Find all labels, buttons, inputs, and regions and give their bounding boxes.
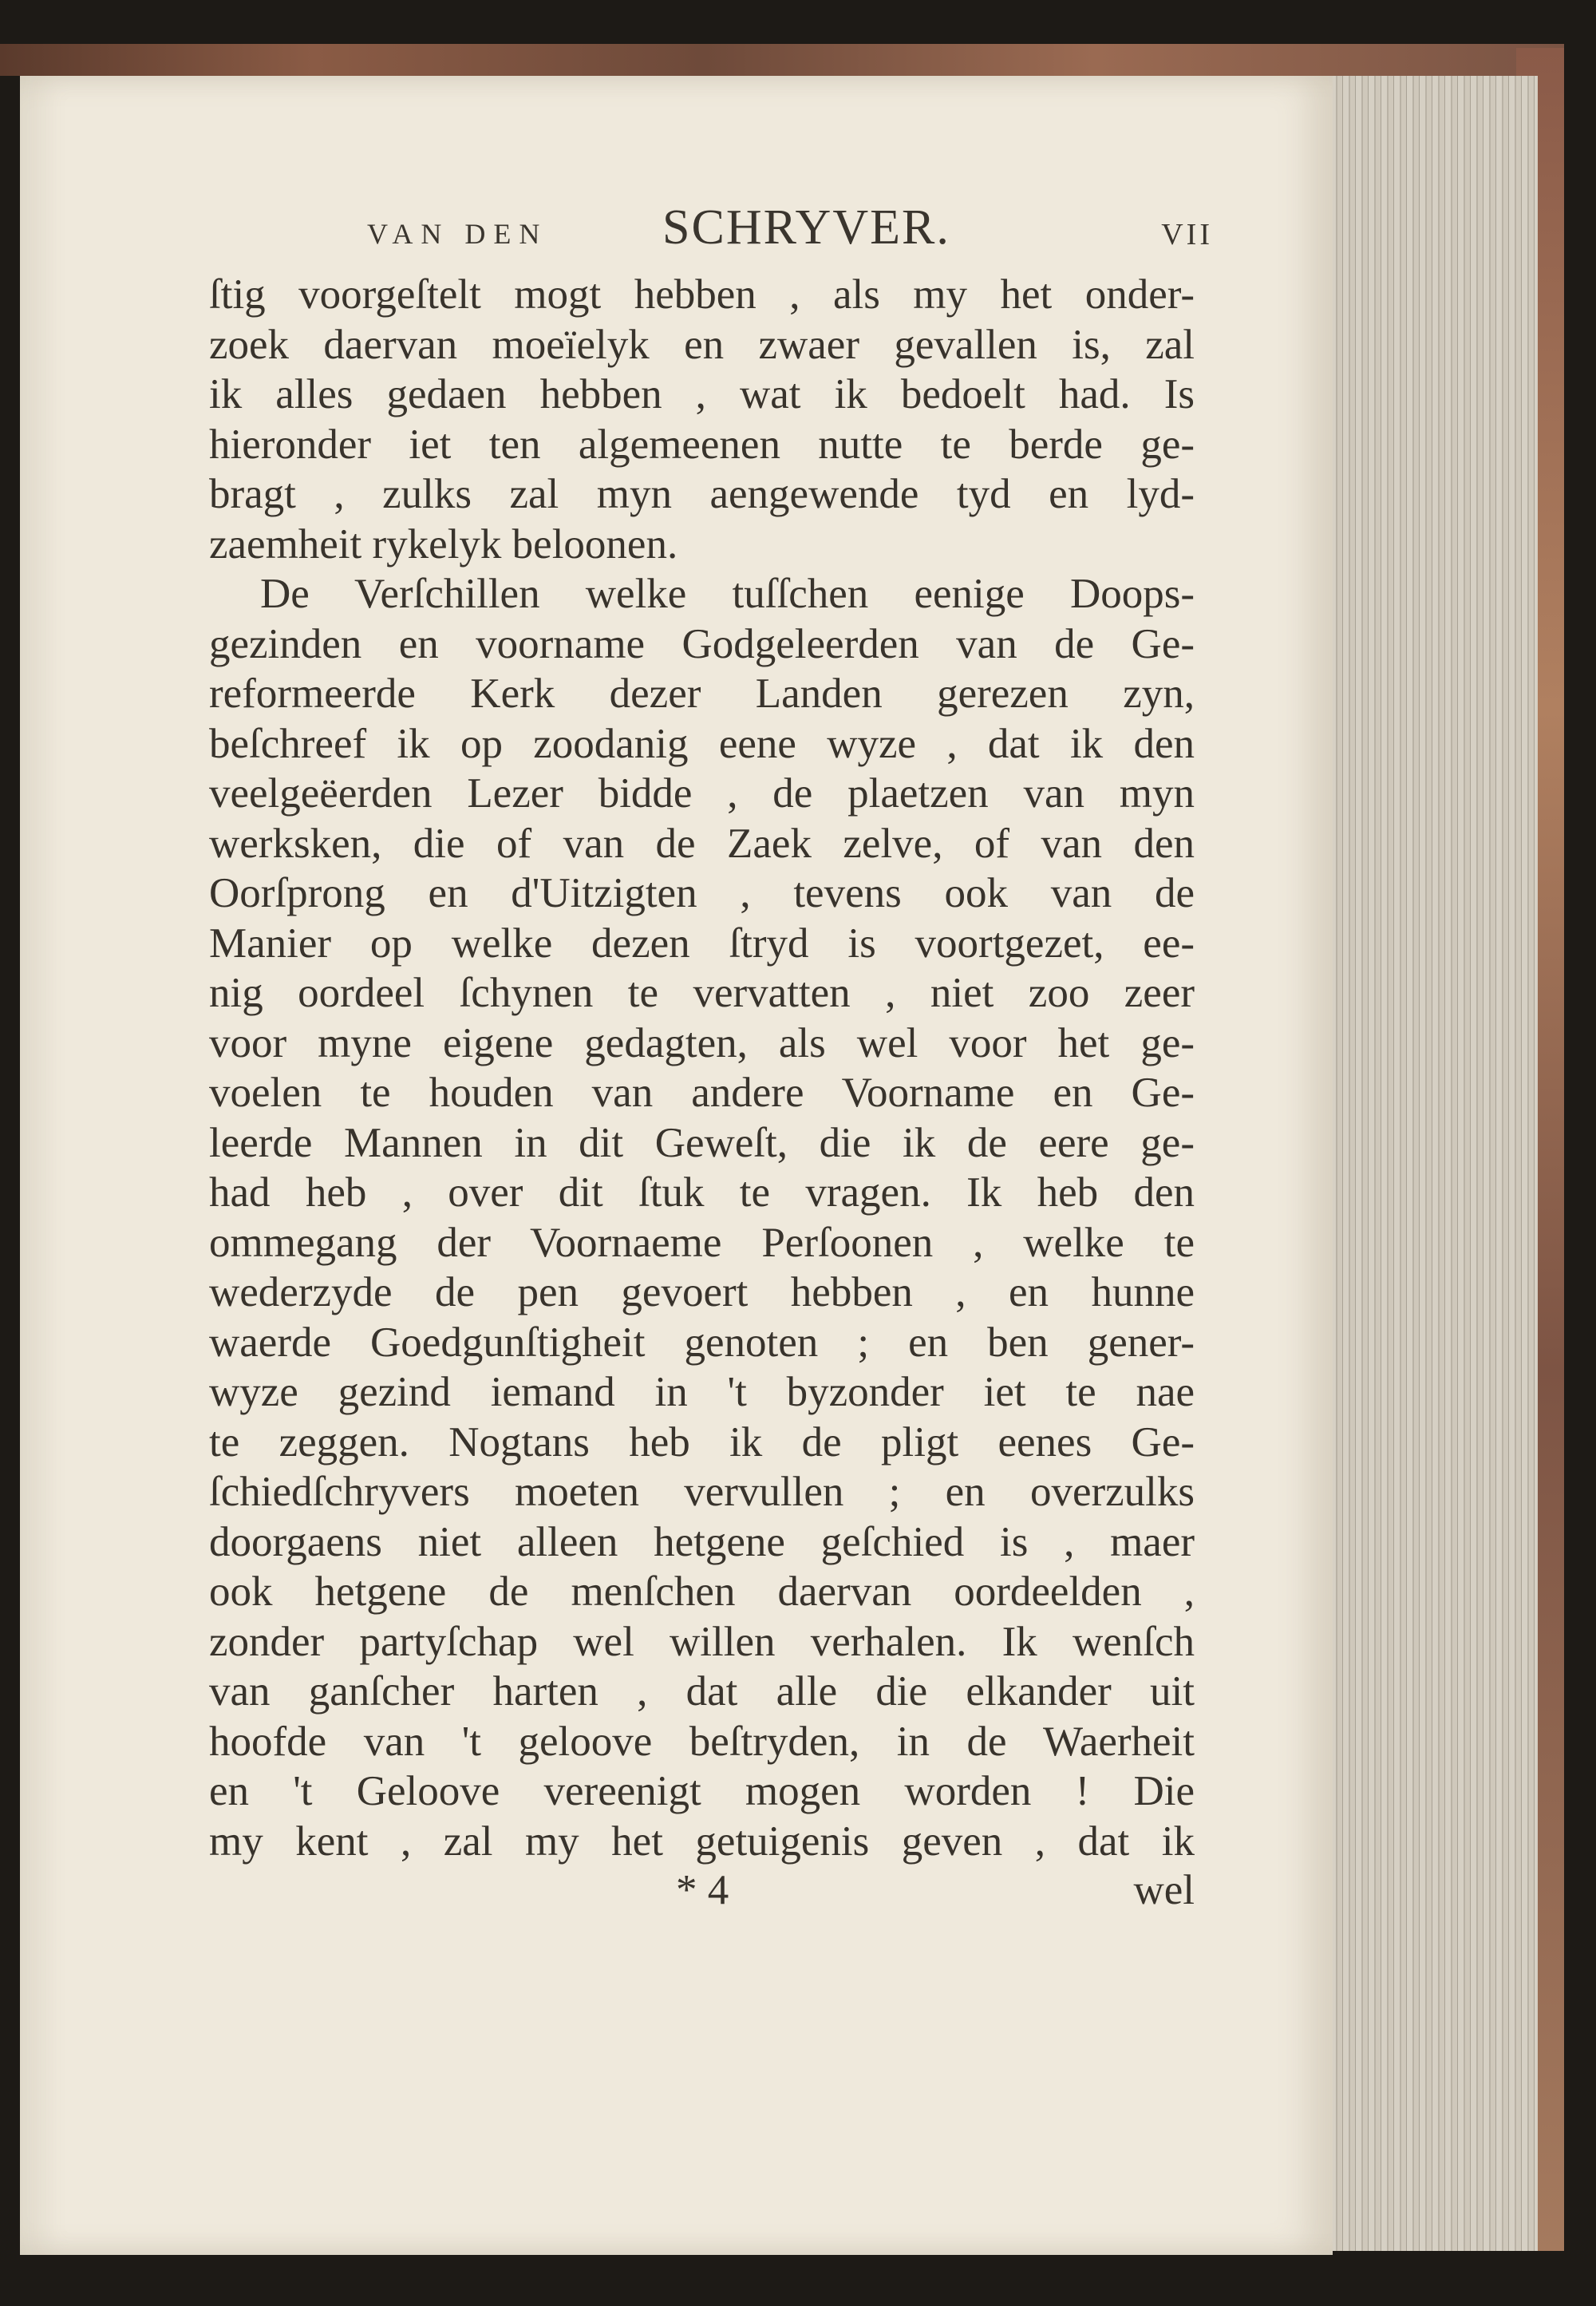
text-line: veelgeëerden Lezer bidde , de plaetzen van myn bbox=[209, 770, 1195, 817]
text-line: ook hetgene de menſchen daervan oordeelden , bbox=[209, 1568, 1195, 1615]
text-line: waerde Goedgunſtigheit genoten ; en ben gener- bbox=[209, 1319, 1195, 1366]
text-line: nig oordeel ſchynen te vervatten , niet zoo zeer bbox=[209, 970, 1195, 1016]
catchword: wel bbox=[1133, 1867, 1195, 1913]
text-line: gezinden en voorname Godgeleerden van de Ge- bbox=[209, 620, 1195, 667]
body-text bbox=[209, 270, 1195, 1866]
text-line: ſtig voorgeſtelt mogt hebben , als my het onder- bbox=[209, 271, 1195, 318]
text-line: hoofde van 't geloove beſtryden, in de Waerheit bbox=[209, 1718, 1195, 1765]
text-line: ſchiedſchryvers moeten vervullen ; en overzulks bbox=[209, 1469, 1195, 1515]
text-line: reformeerde Kerk dezer Landen gerezen zyn, bbox=[209, 670, 1195, 717]
page-footer bbox=[209, 1866, 1195, 1916]
text-line: wederzyde de pen gevoert hebben , en hunne bbox=[209, 1269, 1195, 1315]
text-line: van ganſcher harten , dat alle die elkander uit bbox=[209, 1668, 1195, 1715]
text-line: bragt , zulks zal myn aengewende tyd en lyd- bbox=[209, 471, 1195, 517]
book-cover-edge-top bbox=[0, 44, 1564, 76]
text-line: werksken, die of van de Zaek zelve, of van den bbox=[209, 820, 1195, 867]
text-line: zonder partyſchap wel willen verhalen. Ik wenſch bbox=[209, 1618, 1195, 1665]
running-header bbox=[367, 200, 1213, 255]
text-line: voelen te houden van andere Voorname en Ge- bbox=[209, 1070, 1195, 1116]
text-line: doorgaens niet alleen hetgene geſchied is , maer bbox=[209, 1518, 1195, 1565]
text-line: had heb , over dit ſtuk te vragen. Ik heb den bbox=[209, 1169, 1195, 1216]
text-line: en 't Geloove vereenigt mogen worden ! Die bbox=[209, 1768, 1195, 1814]
running-header-title: SCHRYVER. bbox=[662, 200, 950, 255]
text-line: ik alles gedaen hebben , wat ik bedoelt had. Is bbox=[209, 371, 1195, 417]
signature-mark: * 4 bbox=[676, 1867, 729, 1913]
page-edges-stack bbox=[1329, 76, 1538, 2251]
running-header-prefix: VAN DEN bbox=[367, 218, 548, 250]
text-line: Manier op welke dezen ſtryd is voortgezet, ee- bbox=[209, 920, 1195, 967]
text-line: Oorſprong en d'Uitzigten , tevens ook van de bbox=[209, 870, 1195, 916]
text-line: wyze gezind iemand in 't byzonder iet te nae bbox=[209, 1369, 1195, 1415]
text-line: De Verſchillen welke tuſſchen eenige Doops- bbox=[260, 571, 1195, 617]
text-line: my kent , zal my het getuigenis geven , dat ik bbox=[209, 1818, 1195, 1865]
text-line: ommegang der Voornaeme Perſoonen , welke te bbox=[209, 1219, 1195, 1266]
text-line: hieronder iet ten algemeenen nutte te berde ge- bbox=[209, 421, 1195, 468]
text-line: zoek daervan moeïelyk en zwaer gevallen is, zal bbox=[209, 321, 1195, 368]
page-number: VII bbox=[1161, 218, 1213, 251]
text-line: leerde Mannen in dit Geweſt, die ik de eere ge- bbox=[209, 1119, 1195, 1166]
text-line: zaemheit rykelyk beloonen. bbox=[209, 520, 678, 568]
text-line: te zeggen. Nogtans heb ik de pligt eenes Ge- bbox=[209, 1418, 1195, 1465]
text-line: voor myne eigene gedagten, als wel voor het ge- bbox=[209, 1019, 1195, 1066]
text-line: beſchreef ik op zoodanig eene wyze , dat ik den bbox=[209, 720, 1195, 767]
